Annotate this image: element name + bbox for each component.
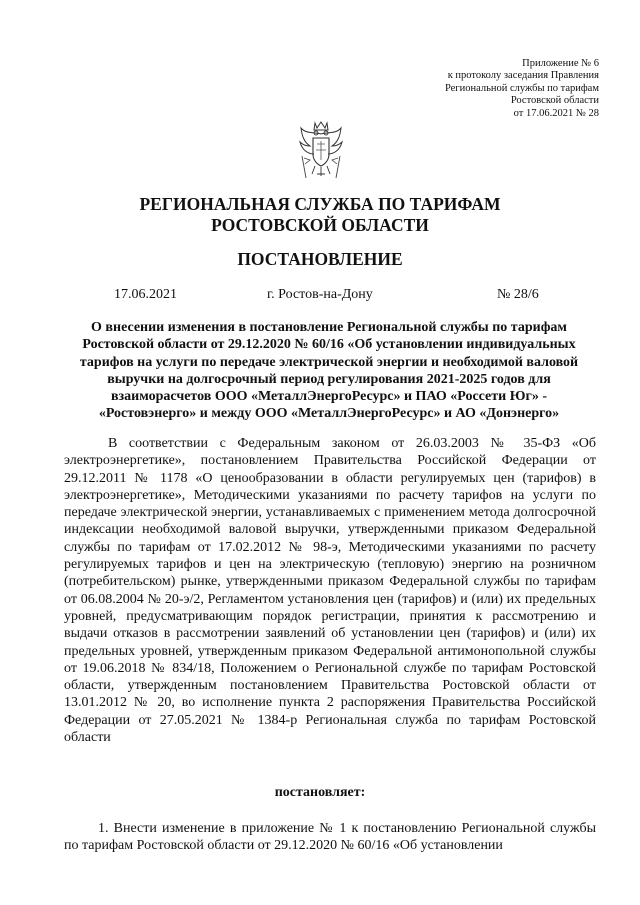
annex-line: Ростовской области	[510, 95, 599, 107]
document-subject: О внесении изменения в постановление Региональной службы по тарифам Ростовской области от 29.12.2020 № 60/16 «Об установлении индивидуальных тарифов на услуги по передаче электрической энергии и необходимой валовой выручки на долгосрочный период регулирования 2021-2025 годов для взаиморасчетов ООО «МеталлЭнергоРесурс» и ПАО «Россети Юг» - «Ростовэнерго» и между ООО «МеталлЭнергоРесурс» и АО «Донэнерго»	[79, 320, 579, 422]
annex-line: Приложение № 6	[522, 58, 599, 69]
resolution-item-1: 1. Внести изменение в приложение № 1 к постановлению Региональной службы по тарифам Ростовской области от 29.12.2020 № 60/16 «Об установлении	[64, 821, 596, 854]
annex-line: к протоколу заседания Правления	[447, 70, 599, 82]
coat-of-arms-icon	[296, 120, 346, 182]
organization-title-line: РОСТОВСКОЙ ОБЛАСТИ	[211, 214, 429, 235]
annex-note	[445, 58, 599, 120]
annex-line: от 17.06.2021 № 28	[513, 107, 599, 119]
preamble-paragraph: В соответствии с Федеральным законом от 26.03.2003 № 35-ФЗ «Об электроэнергетике», постановлением Правительства Российской Федерации от 29.12.2011 № 1178 «О ценообразовании в области регулируемых цен (тарифов) в электроэнергетике», Методическими указаниями по расчету тарифов на услуги по передаче электрической энергии, устанавливаемых с применением метода долгосрочной индексации необходимой валовой выручки, утвержденными приказом Федеральной службы по тарифам от 17.02.2012 № 98-э, Методическими указаниями по расчету регулируемых тарифов и цен на электрическую (тепловую) энергию на розничном (потребительском) рынке, утвержденными приказом Федеральной службы по тарифам от 06.08.2004 № 20-э/2, Регламентом установления цен (тарифов) и (или) их предельных уровней, предусматривающим порядок регистрации, принятия к рассмотрению и выдачи отказов в рассмотрении заявлений об установлении цен (тарифов) и (или) их предельных уровней, утвержденным приказом Федеральной антимонопольной службы от 19.06.2018 № 834/18, Положением о Региональной службе по тарифам Ростовской области, утвержденным постановлением Правительства Ростовской области от 13.01.2012 № 20, во исполнение пункта 2 распоряжения Правительства Российской Федерации от 27.05.2021 № 1384-р Региональная служба по тарифам Ростовской области	[64, 436, 596, 746]
document-date: 17.06.2021	[114, 287, 177, 302]
resolves-heading: постановляет:	[274, 785, 366, 800]
organization-title	[0, 194, 640, 235]
document-city: г. Ростов-на-Дону	[267, 287, 373, 302]
document-number: № 28/6	[497, 287, 539, 302]
annex-line: Региональной службы по тарифам	[444, 82, 599, 94]
document-type: ПОСТАНОВЛЕНИЕ	[237, 249, 403, 269]
organization-title-line: РЕГИОНАЛЬНАЯ СЛУЖБА ПО ТАРИФАМ	[139, 194, 501, 214]
